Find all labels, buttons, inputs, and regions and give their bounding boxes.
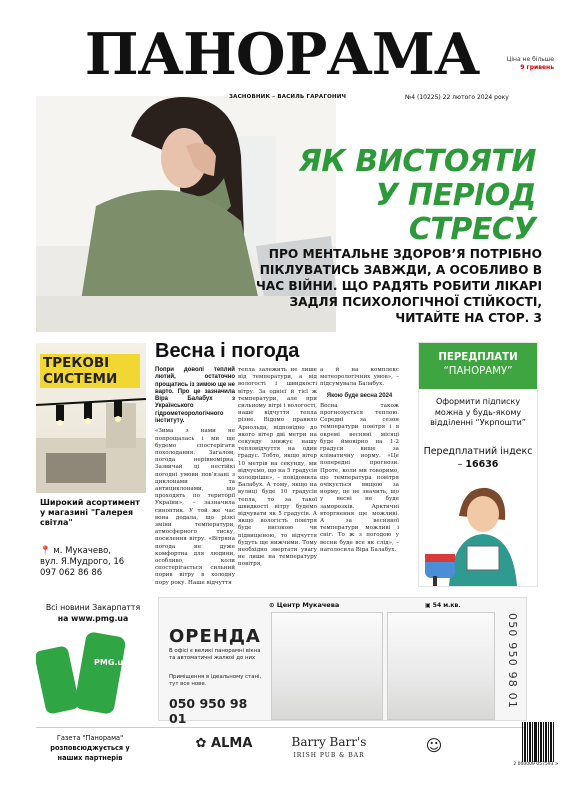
office-photo-2 (387, 612, 495, 720)
alma-leaf-icon: ✿ (195, 736, 212, 751)
promo-index (423, 446, 533, 471)
ad-track-address (40, 546, 144, 579)
distribution-note (40, 733, 140, 763)
partner-logo-barry[interactable] (274, 736, 384, 762)
article-subheading: Якою буде весна 2024 (326, 392, 393, 399)
promo-title-2: “ПАНОРАМУ” (443, 366, 513, 377)
barcode (513, 720, 559, 770)
issue-line: №4 (10225) 22 лютого 2024 року (405, 94, 509, 101)
ad-pmg[interactable] (36, 596, 146, 718)
rent-area-text: 54 м.кв. (432, 602, 461, 609)
rent-location (269, 601, 339, 609)
rent-desc-1: В офісі є великі панорамні вікна та автоматичні жалюзі до них (169, 648, 261, 661)
hero-subhead: ПРО МЕНТАЛЬНЕ ЗДОРОВ’Я ПОТРІБНО ПІКЛУВАТИСЬ ЗАВЖДИ, А ОСОБЛИВО В ЧАС ВІЙНИ. ЩО РАДЯТЬ РОБИТИ ЛІКАРІ ЗАДЛЯ ПСИХОЛОГІЧНОЇ СТІЙКОСТІ, ЧИТАЙТЕ НА СТОР. 3 (255, 247, 542, 325)
location-pin-icon: ⊙ (269, 601, 277, 609)
rent-desc-2: Приміщення в ідеальному стані, тут все нове. (169, 674, 262, 687)
article-lead: Попри доволі теплий лютий, остаточно прощатись із зимою ще не варто. Про це зазначила Віра Балабух з Українського гідрометеорологічного інституту. (155, 367, 235, 425)
office-photo-1 (271, 612, 383, 720)
location-pin-icon: 📍 (40, 546, 51, 556)
partner-barry: Barry Barr's (291, 735, 367, 749)
article-col3-body-a: а й на комплекс метеорологічних умов», – підсумувала Балабух. (320, 367, 399, 388)
pmg-line-1: Всі новини Закарпаття (45, 603, 141, 612)
article-column-3 (320, 367, 399, 554)
rent-phone-vertical: 050 950 98 01 (506, 612, 519, 710)
distrib-line-2: розповсюджується у наших партнерів (50, 744, 130, 762)
partner-alma: ALMA (211, 736, 253, 751)
distrib-line-1: Газета "Панорама" (56, 734, 124, 742)
ad-office-rent[interactable] (158, 597, 527, 726)
rent-title: ОРЕНДА (169, 626, 261, 647)
partner-barry-sub: IRISH PUB & BAR (293, 752, 365, 759)
headline-line-2: У ПЕРІОД СТРЕСУ (375, 178, 536, 247)
pmg-phone-label: PMG.ua (94, 658, 129, 667)
address-line-2: вул. Я.Мудрого, 16 (40, 557, 125, 567)
rent-location-text: Центр Мукачева (276, 601, 340, 609)
promo-title-1: ПЕРЕДПЛАТИ (438, 352, 518, 363)
barcode-digits: 2 000009 057593 > (513, 762, 559, 767)
article-title: Весна і погода (155, 340, 300, 362)
rent-area (425, 602, 461, 609)
track-lights-photo (36, 343, 146, 493)
hero-headline (286, 145, 536, 247)
price-line-1: Ціна не більше (506, 56, 554, 63)
promo-text: Оформити підписку можна у будь-якому відділенні “Укрпошти” (430, 397, 526, 427)
phones-illustration (36, 626, 146, 716)
address-line-1: м. Мукачево, (53, 546, 111, 556)
ad-track-systems[interactable] (36, 343, 146, 586)
article-col1-body: «Зима з нами не попрощалась і ми ще будемо спостерігати похолодання. Загалом, погода нерівномірна. Зазвичай ці нестійкі погодні умови пов’язані з циклонами та антициклонами, що проходять по території України», – зазначила синоптик. У той же час вона додала, що різкі зміни температури, атмосферного тиску, посилення вітру. «Вітряна погода не дуже комфортна для людини, особливо, коли спостерігається сильний порив вітру в холодну пору року. Наше відчуття (155, 428, 235, 586)
article-column-1 (155, 367, 235, 587)
pmg-text (38, 602, 148, 624)
ad-track-title: ТРЕКОВІ СИСТЕМИ (40, 354, 140, 388)
founder-line: ЗАСНОВНИК – ВАСИЛЬ ГАРАГОНИЧ (229, 94, 347, 100)
index-label: Передплатний індекс – (423, 446, 533, 470)
rent-phone: 050 950 98 01 (169, 696, 248, 726)
partner-logo-restaurant[interactable] (404, 736, 464, 755)
promo-banner (419, 343, 537, 389)
pmg-line-2: на www.pmg.ua (57, 614, 129, 623)
ad-track-phone: 097 062 86 86 (40, 568, 103, 578)
postwoman-illustration (419, 476, 537, 586)
partner-logo-alma[interactable] (184, 736, 264, 751)
index-value: 16636 (465, 458, 499, 470)
ad-track-description: Широкий асортимент у магазині "Галерея світла" (40, 498, 140, 527)
price-line-2: 9 гривень (520, 64, 554, 71)
price-note (488, 56, 554, 72)
headline-line-1: ЯК ВИСТОЯТИ (298, 144, 536, 179)
masthead-title: ПАНОРАМА (84, 21, 480, 88)
chef-icon: ☺ (425, 736, 443, 755)
article-col2-body: тепла залежить не лише від температури, а від вологості і швидкості вітру. За однієї й тієї ж температури, але при сильному вітрі і вологості, наше відчуття тепла різне. Відомо правило Арнольда, відповідно до якого вітер дві метри на секунду знижує нашу тепловідчуття на один градус. Тобто, якщо вітер 10 метрів на секунду, ми відчуємо, що на 5 градусів холодніше», – повідомила Балабух. А тому, якщо на вулиці буде 10 градусів тепла, то за такої швидкості вітру будемо відчувати як 5 градусів. А якщо вологість повітря буде високою чи підвищеною, то відчуття будуть ще нижчими. Тому необхідно звертати увагу не лише на температуру повітря, (238, 367, 317, 568)
area-icon: ▣ (425, 602, 433, 609)
article-col3-body-b: Весна також прогнозується теплою. Середні за сезон температури повітря і в окремі весняні місяці буде ймовірно на 1-2 градуси вище за кліматичну норму. «Це попередні прогнози. Проте, коли ми говоримо, що температура повітря очікується вищою за норму, це не значить, що у весні не буде заморозків. Арктичні вторгнення ще можливі. А за весняної температури можливі і сніг. То ж з погодою у весни буде все як слід», – наголосила Віра Балабух. (320, 402, 399, 553)
subscription-promo[interactable] (418, 342, 538, 587)
article-column-2 (238, 367, 317, 569)
footer-partners (36, 727, 526, 767)
